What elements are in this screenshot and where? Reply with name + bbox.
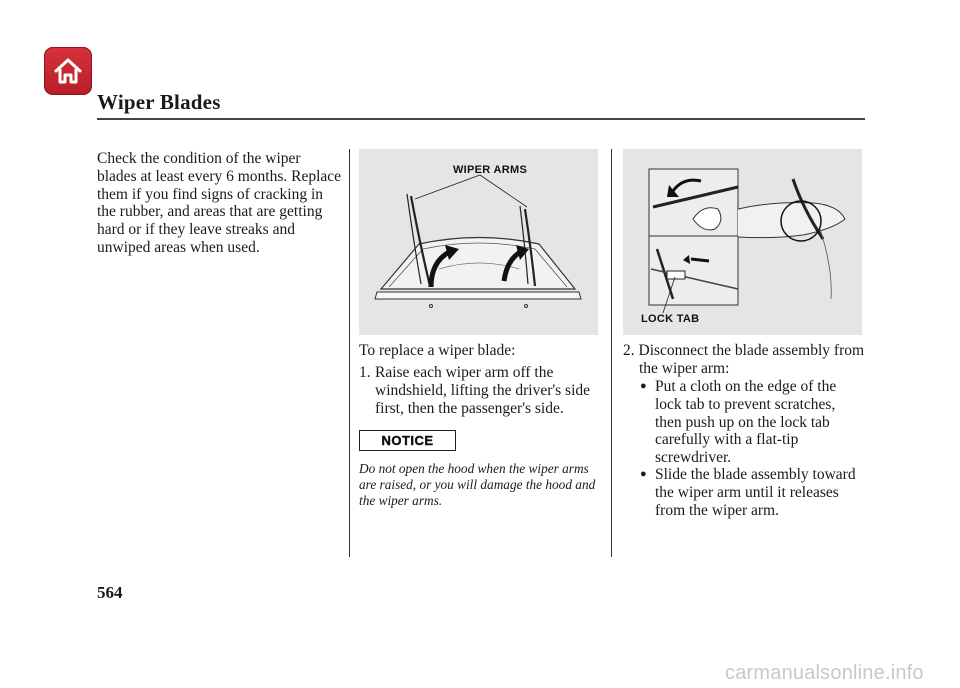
home-icon xyxy=(52,55,84,87)
bullet-text-2: Slide the blade assembly toward the wiper arm until it releases from the wiper arm. xyxy=(655,466,856,519)
lock-tab-label: LOCK TAB xyxy=(641,313,700,325)
home-button[interactable] xyxy=(44,47,92,95)
notice-badge xyxy=(359,430,456,451)
bullet-item-2 xyxy=(640,466,865,519)
lock-tab-illustration xyxy=(623,149,862,335)
step-1-text: Raise each wiper arm off the windshield, lifting the driver's side first, then the passenger's side. xyxy=(375,364,591,417)
bullet-text-1: Put a cloth on the edge of the lock tab to prevent scratches, then push up on the lock tab carefully with a flat-tip screwdriver. xyxy=(655,378,837,467)
lock-tab-figure xyxy=(623,149,862,335)
bullet-dot-icon: ● xyxy=(640,380,647,392)
wiper-arms-illustration xyxy=(359,149,598,335)
notice-text: Do not open the hood when the wiper arms are raised, or you will damage the hood and the wiper arms. xyxy=(359,461,596,508)
bullet-item-1 xyxy=(640,378,865,467)
page-number: 564 xyxy=(97,583,123,602)
column-divider-2 xyxy=(611,149,612,557)
bullet-dot-icon: ● xyxy=(640,468,647,480)
wiper-arms-label: WIPER ARMS xyxy=(453,164,528,176)
procedure-lead: To replace a wiper blade: xyxy=(359,342,516,359)
step-1 xyxy=(359,364,604,417)
notice-badge-label: NOTICE xyxy=(381,433,434,448)
step-2-text: 2. Disconnect the blade assembly from the wiper arm: xyxy=(623,342,865,377)
intro-paragraph: Check the condition of the wiper blades at least every 6 months. Replace them if you find signs of cracking in the rubber, and areas that are getting hard or if they leave streaks and unwiped areas when used. xyxy=(97,150,342,256)
step-1-number: 1. xyxy=(359,364,371,381)
title-divider xyxy=(97,118,865,120)
wiper-arms-figure xyxy=(359,149,598,335)
page-title: Wiper Blades xyxy=(97,90,221,114)
step-2 xyxy=(623,342,868,378)
watermark: carmanualsonline.info xyxy=(725,662,924,684)
column-divider-1 xyxy=(349,149,350,557)
